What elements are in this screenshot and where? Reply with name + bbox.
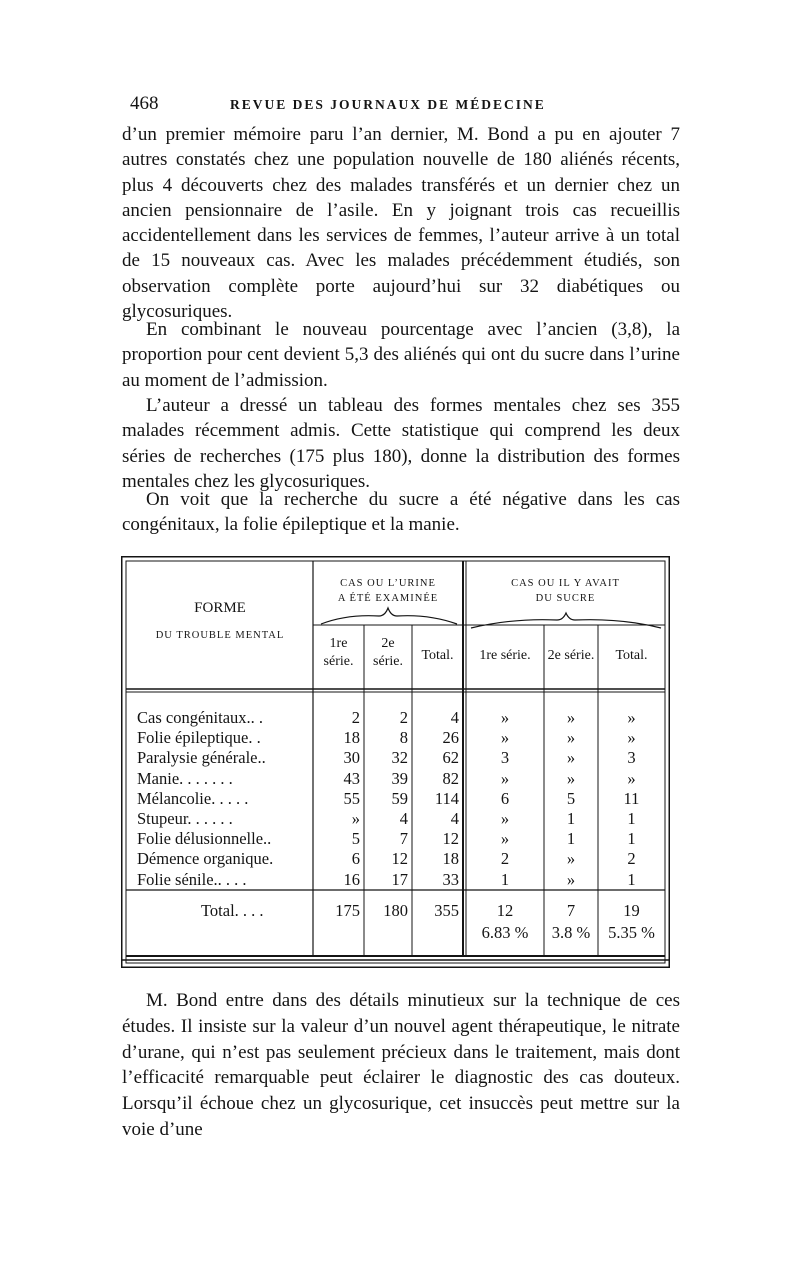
total-cell: 7: [566, 901, 576, 920]
table-cell: 16: [343, 869, 360, 889]
table-cell: »: [500, 768, 510, 788]
table-cell: 43: [343, 768, 360, 788]
percentage-cell: 6.83 %: [481, 923, 529, 942]
table-cell: 55: [343, 788, 360, 808]
table-cell: 6: [351, 849, 360, 869]
table-cell: 2: [351, 708, 360, 727]
forme-subheader: DU TROUBLE MENTAL: [155, 630, 285, 641]
table-cell: 5: [351, 829, 360, 849]
row-label: Stupeur. . . . . .: [137, 809, 233, 828]
table-cell: »: [566, 748, 576, 768]
table-cell: 114: [434, 788, 459, 808]
row-label: Démence organique.: [137, 849, 274, 869]
table-cell: 4: [399, 809, 408, 828]
table-cell: 1: [566, 809, 576, 828]
table-cell: »: [566, 849, 576, 869]
page-header: [130, 93, 682, 119]
table-cell: 6: [500, 788, 510, 808]
table-cell: 7: [399, 829, 408, 849]
table-cell: 4: [450, 809, 459, 828]
table-cell: 12: [442, 829, 459, 849]
running-title: REVUE DES JOURNAUX DE MÉDECINE: [230, 97, 546, 112]
table-cell: 11: [623, 788, 640, 808]
urine-group-header-line1: CAS OU L’URINE: [340, 578, 436, 589]
total-cell: 355: [434, 901, 459, 920]
total-cell: 12: [496, 901, 514, 920]
table-cell: »: [627, 768, 636, 788]
table-cell: »: [627, 708, 636, 727]
sugar-group-header-line1: CAS OU IL Y AVAIT: [511, 578, 620, 589]
table-cell: »: [566, 708, 576, 727]
page-number: 468: [130, 93, 159, 114]
table-cell: »: [500, 829, 510, 849]
paragraph: On voit que la recherche du sucre a été négative dans les cas congénitaux, la folie épileptique et la manie.: [122, 489, 680, 536]
table-cell: 17: [391, 869, 408, 889]
table-cell: 12: [391, 849, 408, 869]
table-cell: 18: [343, 728, 360, 748]
table-cell: 2: [500, 849, 510, 869]
table-cell: 1: [627, 809, 636, 828]
table-cell: 18: [442, 849, 459, 869]
percentage-cell: 3.8 %: [551, 923, 591, 942]
table-cell: 30: [343, 748, 360, 768]
table-cell: 8: [399, 728, 408, 748]
table-cell: 2: [399, 708, 408, 727]
col-header-serie2: série.: [373, 654, 403, 669]
paragraph: L’auteur a dressé un tableau des formes mentales chez ses 355 malades récemment admis. Cette statistique qui comprend les deux séries de recherches (175 plus 180), donne la distribution des formes mentales chez les glycosuriques.: [122, 395, 680, 492]
table-cell: »: [566, 768, 576, 788]
row-label: Folie délusionnelle..: [137, 829, 272, 849]
table-cell: 1: [566, 829, 576, 849]
table-cell: 32: [391, 748, 408, 768]
paragraph: En combinant le nouveau pourcentage avec l’ancien (3,8), la proportion pour cent devient 5,3 des aliénés qui ont du sucre dans l’urine au moment de l’admission.: [122, 319, 680, 391]
paragraph: M. Bond entre dans des détails minutieux sur la technique de ces études. Il insiste sur la valeur d’un nouvel agent thérapeutique, le nitrate d’urane, qui n’est pas seulement précieux dans le traitement, mais dont l’efficacité remarquable peut éclairer le diagnostic des cas douteux. Lorsqu’il échoue chez un glycosurique, cet insuccès peut mettre sur la voie d’une: [122, 990, 680, 1140]
table-cell: 2: [627, 849, 636, 869]
table-cell: »: [500, 728, 510, 748]
table-cell: »: [566, 869, 576, 889]
row-label: Cas congénitaux.. .: [137, 708, 264, 727]
total-label: Total. . . .: [201, 901, 264, 920]
table-cell: 4: [450, 708, 459, 727]
col-header-serie1: série.: [323, 654, 354, 669]
table-cell: 3: [627, 748, 636, 768]
row-label: Mélancolie. . . . .: [137, 788, 249, 808]
table-cell: »: [500, 809, 510, 828]
table-cell: 1: [500, 869, 510, 889]
forme-header: FORME: [194, 600, 246, 616]
table-cell: »: [351, 809, 360, 828]
row-label: Paralysie générale..: [137, 748, 266, 768]
table-cell: 82: [442, 768, 459, 788]
row-label: Manie. . . . . . .: [137, 768, 233, 788]
table-cell: 39: [391, 768, 408, 788]
paragraph: d’un premier mémoire paru l’an dernier, M. Bond a pu en ajouter 7 autres constatés chez une population nouvelle de 180 aliénés récents, plus 4 découverts chez des malades transférés et un dernier chez un ancien pensionnaire de l’asile. En y joignant trois cas recueillis accidentellement dans les services de femmes, l’auteur arrive à un total de 15 nouveaux cas. Avec les malades précédemment étudiés, son observation complète porte aujourd’hui sur 32 diabétiques ou glycosuriques.: [122, 124, 680, 323]
table-cell: 33: [442, 869, 459, 889]
table-cell: 5: [566, 788, 576, 808]
row-label: Folie sénile.. . . .: [137, 869, 247, 889]
percentage-cell: 5.35 %: [608, 923, 655, 942]
col-header-sugar-serie1: 1re série.: [479, 648, 531, 663]
total-cell: 180: [383, 901, 408, 920]
col-header-serie1-num: 1re: [329, 636, 348, 651]
statistics-table: [121, 556, 670, 968]
row-label: Folie épileptique. .: [137, 728, 261, 748]
col-header-serie2-num: 2e: [381, 636, 395, 651]
table-cell: »: [500, 708, 510, 727]
table-cell: »: [566, 728, 576, 748]
table-cell: 62: [442, 748, 459, 768]
table-cell: 1: [627, 869, 636, 889]
table-cell: 26: [442, 728, 459, 748]
col-header-total: Total.: [421, 648, 454, 663]
total-cell: 175: [335, 901, 360, 920]
col-header-sugar-total: Total.: [615, 648, 648, 663]
sugar-group-header-line2: DU SUCRE: [535, 593, 596, 604]
table-cell: »: [627, 728, 636, 748]
total-cell: 19: [623, 901, 640, 920]
urine-group-header-line2: A ÉTÉ EXAMINÉE: [337, 593, 439, 604]
table-cell: 59: [391, 788, 408, 808]
table-cell: 1: [627, 829, 636, 849]
col-header-sugar-serie2: 2e série.: [547, 648, 595, 663]
table-cell: 3: [500, 748, 510, 768]
